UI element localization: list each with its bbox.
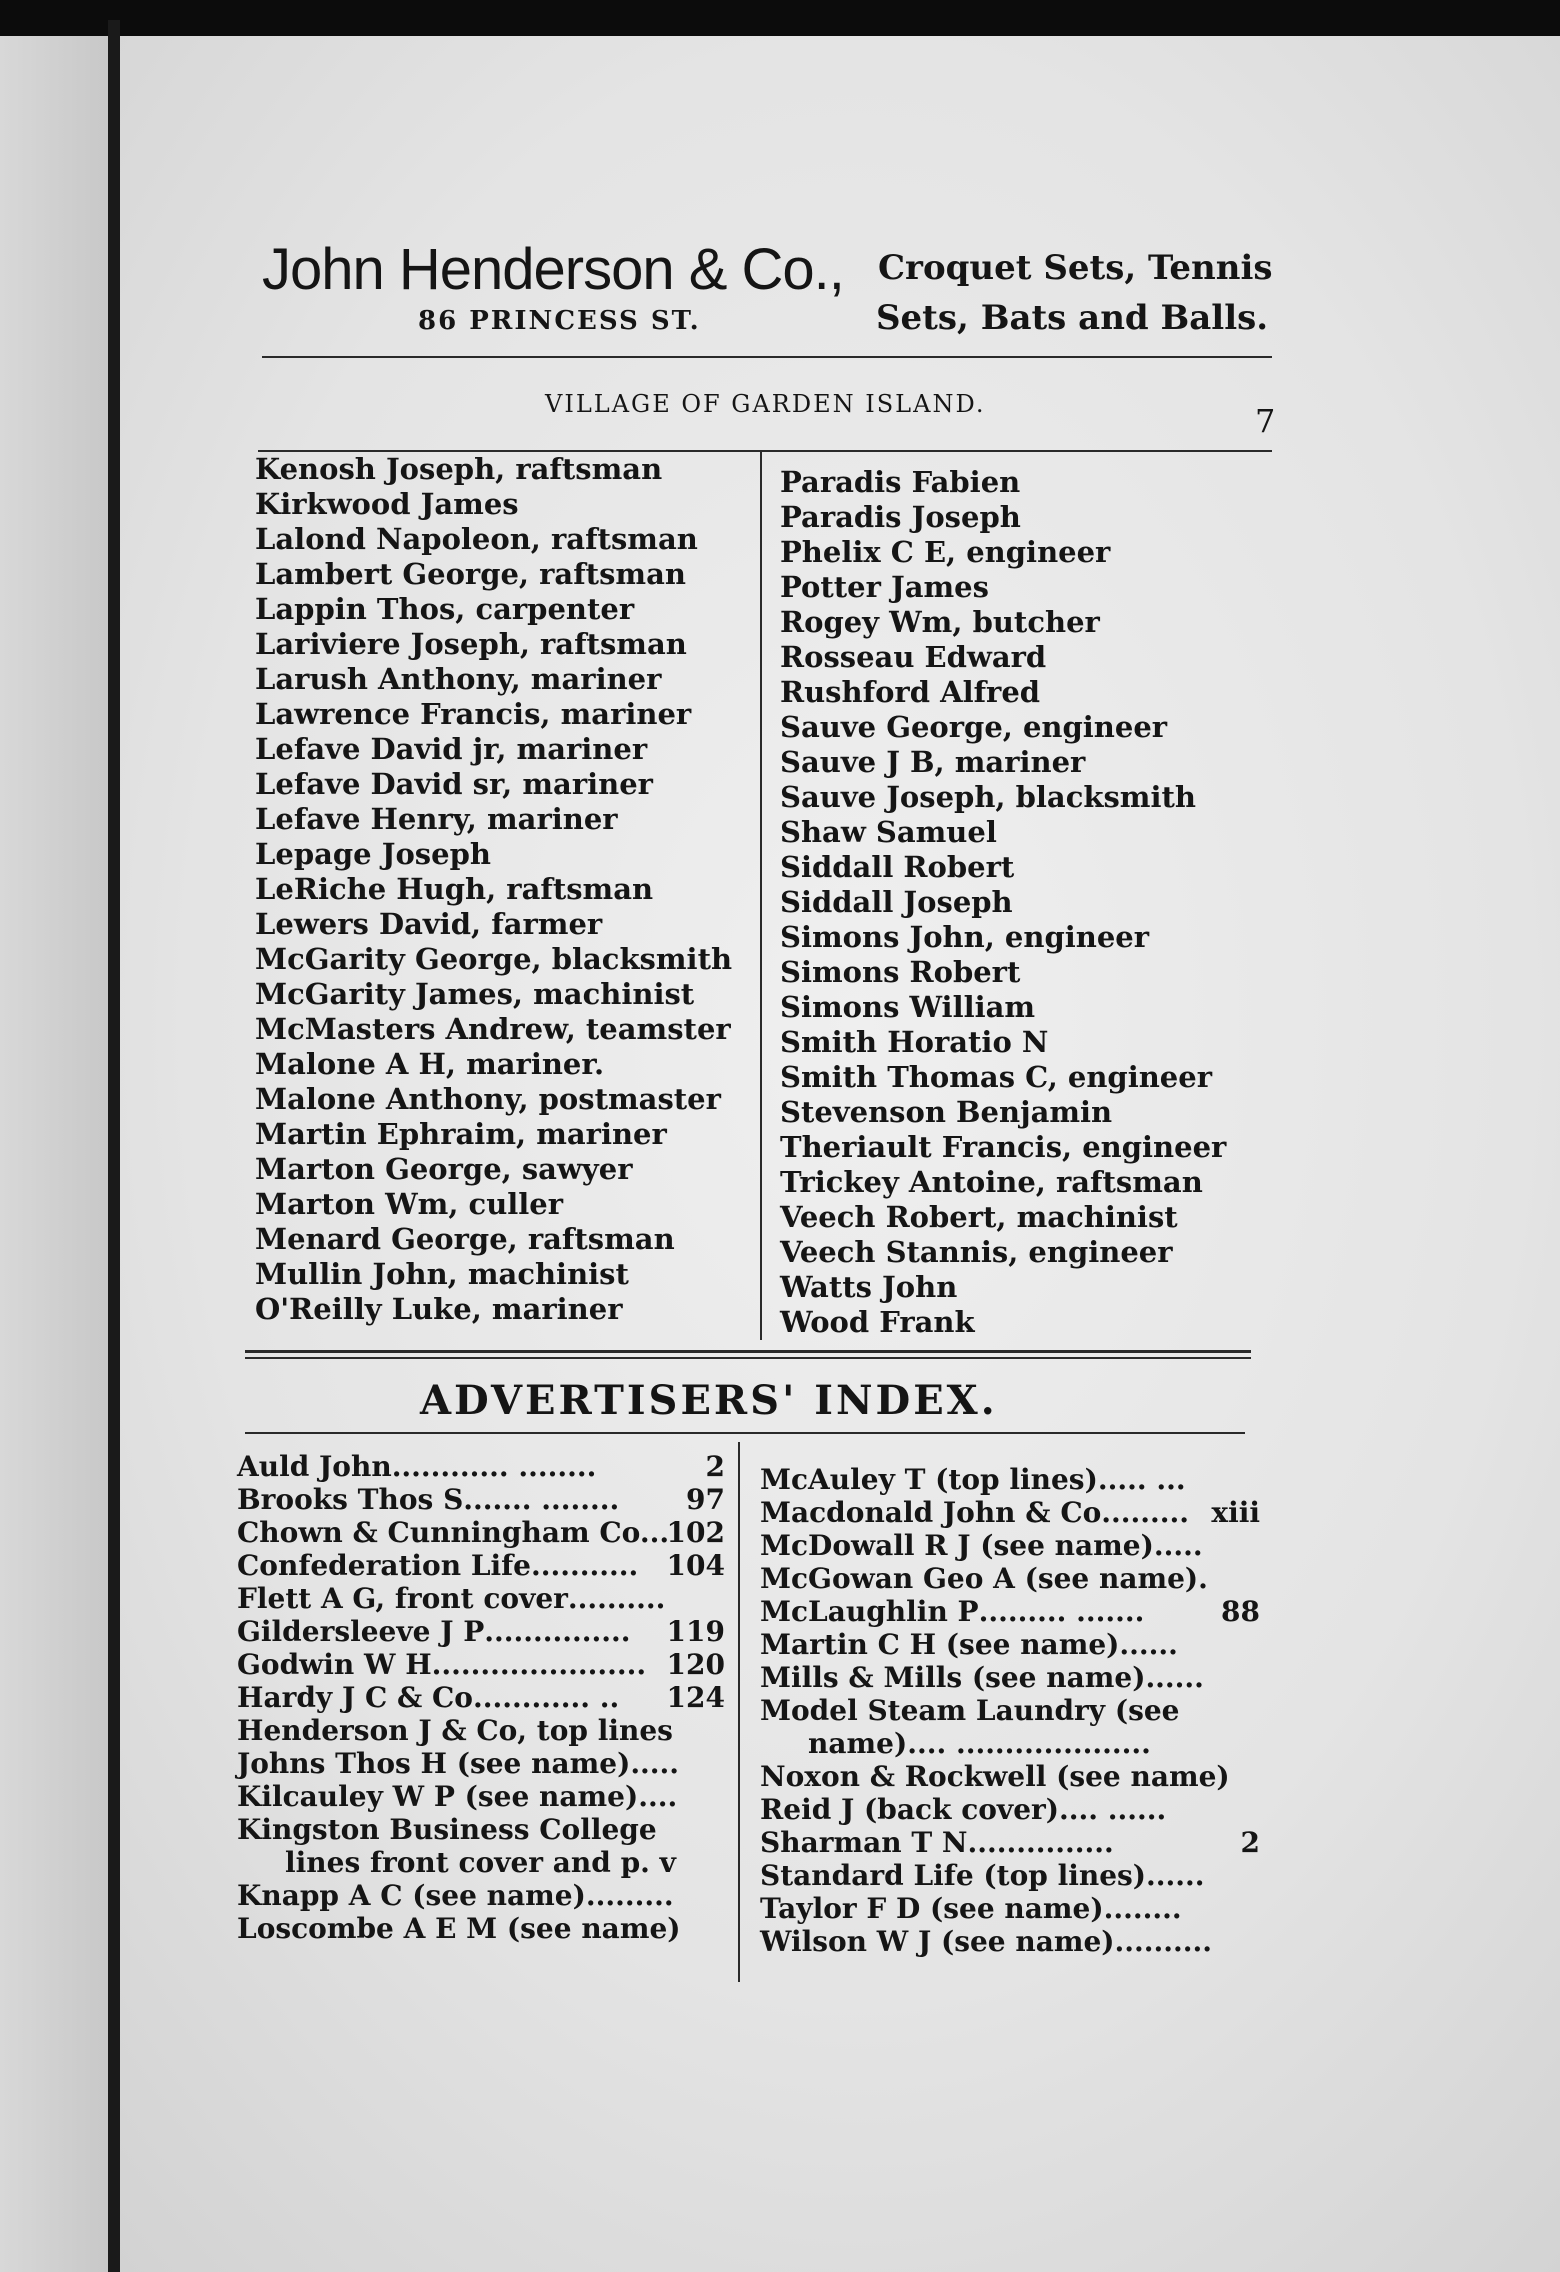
advertiser-name: Confederation Life xyxy=(237,1549,531,1582)
advertiser-entry xyxy=(237,1582,725,1615)
advertiser-name: Brooks Thos S xyxy=(237,1483,464,1516)
advertisers-index-title: ADVERTISERS' INDEX. xyxy=(420,1377,998,1424)
dot-leader: .......... xyxy=(1114,1925,1213,1958)
dot-leader: ......... ....... xyxy=(978,1595,1145,1628)
dot-leader: ...... xyxy=(1119,1628,1178,1661)
dot-leader: ............... xyxy=(484,1615,631,1648)
directory-entry: Lefave David sr, mariner xyxy=(255,767,653,801)
advertiser-entry xyxy=(760,1628,1260,1661)
directory-entry: Watts John xyxy=(780,1270,958,1304)
advertiser-entry xyxy=(760,1826,1260,1859)
dot-leader: ...................... xyxy=(431,1648,647,1681)
double-rule-top xyxy=(245,1350,1251,1353)
advertiser-name: Wilson W J (see name) xyxy=(760,1925,1115,1958)
directory-entry: Simons William xyxy=(780,990,1036,1024)
advertiser-entry xyxy=(237,1516,725,1549)
directory-entry: Kirkwood James xyxy=(255,487,519,521)
directory-entry: O'Reilly Luke, mariner xyxy=(255,1292,623,1326)
advertiser-name: Chown & Cunningham Co... xyxy=(237,1516,670,1549)
advertiser-name: Macdonald John & Co xyxy=(760,1496,1102,1529)
directory-entry: Lambert George, raftsman xyxy=(255,557,686,591)
dot-leader: ..... xyxy=(630,1747,680,1780)
advertiser-entry xyxy=(237,1648,725,1681)
column-divider xyxy=(760,452,762,1340)
advertiser-name: McDowall R J (see name) xyxy=(760,1529,1154,1562)
double-rule-bottom xyxy=(245,1357,1251,1359)
directory-entry: Smith Thomas C, engineer xyxy=(780,1060,1212,1094)
advertiser-entry xyxy=(760,1925,1260,1958)
directory-entry: Veech Stannis, engineer xyxy=(780,1235,1173,1269)
advertiser-entry xyxy=(237,1483,725,1516)
directory-entry: Lappin Thos, carpenter xyxy=(255,592,635,626)
advertiser-name: Hardy J C & Co xyxy=(237,1681,473,1714)
advertiser-entry xyxy=(237,1681,725,1714)
advertiser-page-ref: xiii xyxy=(1211,1496,1260,1529)
advertiser-name: Mills & Mills (see name) xyxy=(760,1661,1146,1694)
advertiser-entry xyxy=(237,1549,725,1582)
directory-entry: Wood Frank xyxy=(780,1305,975,1339)
advertiser-page-ref: 97 xyxy=(686,1483,725,1516)
advertisement-products-line-1: Croquet Sets, Tennis xyxy=(878,248,1273,288)
advertisement-firm-name: John Henderson & Co., xyxy=(262,237,844,302)
directory-entry: Marton George, sawyer xyxy=(255,1152,633,1186)
directory-entry: Lepage Joseph xyxy=(255,837,491,871)
advertiser-entry xyxy=(760,1892,1260,1925)
advertiser-name: name) xyxy=(808,1727,908,1760)
dot-leader: ...... xyxy=(1146,1859,1205,1892)
dot-leader: ........ xyxy=(1103,1892,1182,1925)
index-rule xyxy=(245,1432,1245,1434)
advertiser-entry xyxy=(760,1760,1260,1793)
directory-entry: Potter James xyxy=(780,570,989,604)
directory-entry: Trickey Antoine, raftsman xyxy=(780,1165,1203,1199)
page-gutter xyxy=(0,36,108,2272)
directory-entry: Rogey Wm, butcher xyxy=(780,605,1100,639)
advertiser-entry xyxy=(237,1780,725,1813)
advertiser-name: Model Steam Laundry (see xyxy=(760,1694,1180,1727)
advertiser-name: McAuley T (top lines) xyxy=(760,1463,1098,1496)
directory-entry: Kenosh Joseph, raftsman xyxy=(255,452,663,486)
dot-leader: .... xyxy=(638,1780,678,1813)
dot-leader: ............... xyxy=(967,1826,1114,1859)
dot-leader: ......... xyxy=(1101,1496,1190,1529)
advertiser-entry xyxy=(760,1529,1260,1562)
advertiser-entry xyxy=(760,1661,1260,1694)
directory-entry: Shaw Samuel xyxy=(780,815,997,849)
directory-entry: Larush Anthony, mariner xyxy=(255,662,662,696)
advertiser-name: Taylor F D (see name) xyxy=(760,1892,1104,1925)
dot-leader: .......... xyxy=(567,1582,666,1615)
advertiser-name: Kingston Business College xyxy=(237,1813,657,1846)
directory-entry: Simons John, engineer xyxy=(780,920,1150,954)
advertiser-name: Noxon & Rockwell (see name) xyxy=(760,1760,1230,1793)
directory-entry: Phelix C E, engineer xyxy=(780,535,1111,569)
book-spine-shadow xyxy=(108,20,120,2272)
dot-leader: .... .................... xyxy=(907,1727,1151,1760)
directory-entry: Rosseau Edward xyxy=(780,640,1047,674)
directory-entry: McGarity George, blacksmith xyxy=(255,942,733,976)
directory-entry: Martin Ephraim, mariner xyxy=(255,1117,667,1151)
advertiser-page-ref: 120 xyxy=(666,1648,725,1681)
advertiser-page-ref: 2 xyxy=(705,1450,725,1483)
residents-column-right xyxy=(780,465,1226,1340)
section-title: VILLAGE OF GARDEN ISLAND. xyxy=(545,390,986,418)
dot-leader: ..... ... xyxy=(1097,1463,1186,1496)
advertiser-entry xyxy=(760,1793,1260,1826)
scan-top-edge xyxy=(0,0,1560,36)
advertiser-name: Loscombe A E M (see name) xyxy=(237,1912,681,1945)
advertiser-name: Kilcauley W P (see name) xyxy=(237,1780,639,1813)
directory-entry: Malone A H, mariner. xyxy=(255,1047,605,1081)
advertiser-entry xyxy=(760,1496,1260,1529)
advertiser-name: lines front cover and p. v xyxy=(285,1846,676,1879)
advertiser-entry xyxy=(237,1879,725,1912)
advertiser-name: Auld John xyxy=(237,1450,392,1483)
directory-entry: McGarity James, machinist xyxy=(255,977,695,1011)
directory-entry: Theriault Francis, engineer xyxy=(780,1130,1227,1164)
directory-entry: Simons Robert xyxy=(780,955,1021,989)
dot-leader: ....... ........ xyxy=(463,1483,620,1516)
directory-entry: Stevenson Benjamin xyxy=(780,1095,1113,1129)
dot-leader: ......... xyxy=(585,1879,674,1912)
advertiser-page-ref: 88 xyxy=(1221,1595,1260,1628)
advertiser-name: Gildersleeve J P xyxy=(237,1615,485,1648)
advertiser-page-ref: 104 xyxy=(666,1549,725,1582)
advertiser-page-ref: 2 xyxy=(1240,1826,1260,1859)
advertiser-name: Martin C H (see name) xyxy=(760,1628,1120,1661)
advertiser-name: McGowan Geo A (see name). xyxy=(760,1562,1208,1595)
directory-entry: Paradis Fabien xyxy=(780,465,1021,499)
directory-entry: Sauve George, engineer xyxy=(780,710,1168,744)
page-number: 7 xyxy=(1255,402,1276,440)
directory-entry: Marton Wm, culler xyxy=(255,1187,564,1221)
directory-entry: Lewers David, farmer xyxy=(255,907,603,941)
advertiser-name: Johns Thos H (see name) xyxy=(237,1747,631,1780)
advertiser-name: Reid J (back cover) xyxy=(760,1793,1060,1826)
index-column-divider xyxy=(738,1442,740,1982)
advertiser-name: Sharman T N xyxy=(760,1826,968,1859)
directory-entry: Paradis Joseph xyxy=(780,500,1021,534)
directory-entry: Mullin John, machinist xyxy=(255,1257,629,1291)
advertiser-entry xyxy=(760,1463,1260,1496)
directory-entry: Veech Robert, machinist xyxy=(780,1200,1178,1234)
directory-entry: Lefave David jr, mariner xyxy=(255,732,648,766)
dot-leader: .... ...... xyxy=(1059,1793,1167,1826)
advertiser-entry xyxy=(760,1859,1260,1892)
advertisement-products-line-2: Sets, Bats and Balls. xyxy=(876,298,1269,338)
advertiser-entry xyxy=(237,1912,725,1945)
directory-entry: Sauve J B, mariner xyxy=(780,745,1086,779)
directory-entry: Siddall Robert xyxy=(780,850,1015,884)
advertiser-entry xyxy=(760,1694,1260,1727)
dot-leader: ........... xyxy=(531,1549,639,1582)
directory-entry: LeRiche Hugh, raftsman xyxy=(255,872,654,906)
directory-entry: Lefave Henry, mariner xyxy=(255,802,618,836)
directory-entry: Sauve Joseph, blacksmith xyxy=(780,780,1196,814)
advertisers-column-left xyxy=(237,1450,725,1945)
directory-entry: Lawrence Francis, mariner xyxy=(255,697,692,731)
advertiser-page-ref: 124 xyxy=(666,1681,725,1714)
dot-leader: ..... xyxy=(1153,1529,1203,1562)
directory-entry: Smith Horatio N xyxy=(780,1025,1049,1059)
advertiser-entry xyxy=(237,1450,725,1483)
advertiser-name: Henderson J & Co, top lines xyxy=(237,1714,673,1747)
advertiser-entry xyxy=(237,1813,725,1846)
advertiser-page-ref: 102 xyxy=(666,1516,725,1549)
dot-leader: ............ ........ xyxy=(391,1450,597,1483)
directory-entry: McMasters Andrew, teamster xyxy=(255,1012,731,1046)
directory-entry: Siddall Joseph xyxy=(780,885,1013,919)
advertisers-column-right xyxy=(760,1463,1260,1958)
advertiser-name: Flett A G, front cover xyxy=(237,1582,568,1615)
advertiser-name: Godwin W H xyxy=(237,1648,432,1681)
advertiser-entry xyxy=(237,1714,725,1747)
advertiser-entry xyxy=(237,1615,725,1648)
advertiser-name: Knapp A C (see name) xyxy=(237,1879,586,1912)
directory-entry: Lalond Napoleon, raftsman xyxy=(255,522,698,556)
directory-entry: Lariviere Joseph, raftsman xyxy=(255,627,687,661)
advertisement-address: 86 PRINCESS ST. xyxy=(418,306,701,336)
advertiser-entry xyxy=(760,1562,1260,1595)
directory-entry: Malone Anthony, postmaster xyxy=(255,1082,721,1116)
header-rule xyxy=(262,356,1272,358)
directory-entry: Rushford Alfred xyxy=(780,675,1041,709)
advertiser-name: McLaughlin P xyxy=(760,1595,979,1628)
advertiser-name: Standard Life (top lines) xyxy=(760,1859,1147,1892)
dot-leader: ...... xyxy=(1145,1661,1204,1694)
advertiser-entry xyxy=(760,1595,1260,1628)
directory-entry: Menard George, raftsman xyxy=(255,1222,675,1256)
dot-leader: ............ .. xyxy=(472,1681,620,1714)
advertiser-entry xyxy=(237,1846,725,1879)
residents-column-left xyxy=(255,452,732,1327)
advertiser-page-ref: 119 xyxy=(666,1615,725,1648)
advertiser-entry xyxy=(237,1747,725,1780)
advertiser-entry xyxy=(760,1727,1260,1760)
